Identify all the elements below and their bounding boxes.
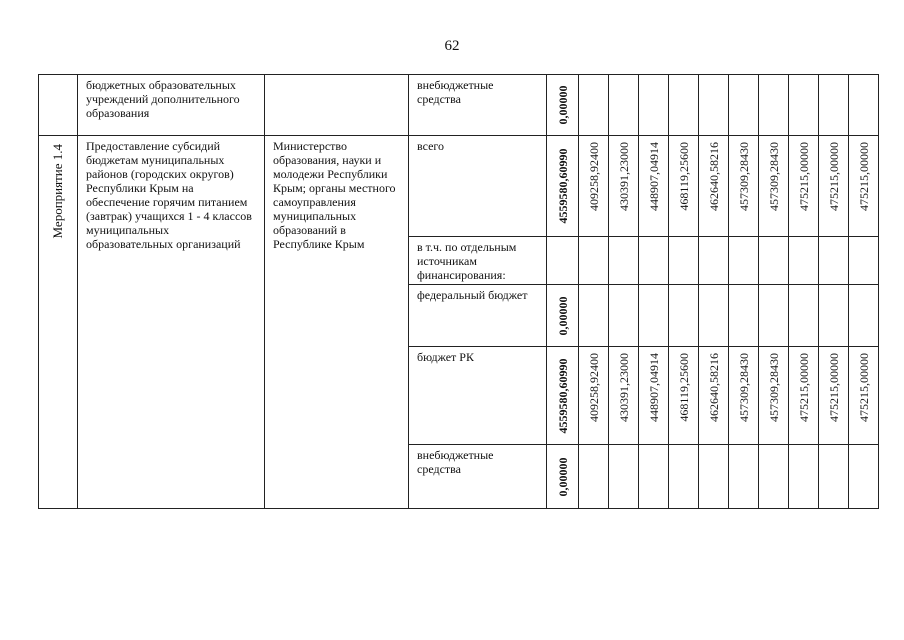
year-value-cell: [579, 237, 609, 285]
year-value-cell: 409258,92400: [579, 347, 609, 445]
year-value-cell: [729, 237, 759, 285]
year-value-cell: 457309,28430: [729, 347, 759, 445]
year-value-cell: [819, 237, 849, 285]
year-value-cell: 457309,28430: [759, 136, 789, 237]
source-cell: всего: [409, 136, 547, 237]
year-value-cell: [849, 237, 879, 285]
year-value-cell: [609, 237, 639, 285]
measure-description-cell: Предоставление субсидий бюджетам муниципальных районов (городских округов) Республики Крым на обеспечение горячим питанием (завтрак) учащихся 1 - 4 классов муниципальных образовательных организаций: [78, 136, 265, 509]
description-cell: бюджетных образовательных учреждений дополнительного образования: [78, 75, 265, 136]
table-row: [39, 136, 879, 237]
year-value-cell: 475215,00000: [789, 136, 819, 237]
year-value-cell: [639, 285, 669, 347]
year-value-cell: 448907,04914: [639, 136, 669, 237]
year-value-cell: 468119,25600: [669, 136, 699, 237]
year-value-cell: 462640,58216: [699, 347, 729, 445]
year-value-cell: [759, 285, 789, 347]
total-cell: 0,00000: [547, 445, 579, 509]
page-number: 62: [444, 38, 460, 54]
year-value-cell: [579, 445, 609, 509]
source-cell: федеральный бюджет: [409, 285, 547, 347]
year-value-cell: 462640,58216: [699, 136, 729, 237]
source-cell: бюджет РК: [409, 347, 547, 445]
year-value-cell: 457309,28430: [759, 347, 789, 445]
year-value-cell: [639, 237, 669, 285]
year-value-cell: [849, 445, 879, 509]
year-value-cell: [819, 445, 849, 509]
year-value-cell: 475215,00000: [819, 347, 849, 445]
year-value-cell: [669, 237, 699, 285]
year-value-cell: 475215,00000: [849, 347, 879, 445]
year-value-cell: [699, 445, 729, 509]
source-cell: внебюджетные средства: [409, 445, 547, 509]
source-cell: внебюджетные средства: [409, 75, 547, 136]
year-value-cell: 409258,92400: [579, 136, 609, 237]
measure-label-cell: Мероприятие 1.4: [39, 136, 78, 509]
year-value-cell: 475215,00000: [849, 136, 879, 237]
year-value-cell: [579, 285, 609, 347]
year-value-cell: 468119,25600: [669, 347, 699, 445]
year-value-cell: 475215,00000: [789, 347, 819, 445]
total-cell: [547, 237, 579, 285]
year-value-cell: [699, 237, 729, 285]
year-value-cell: 430391,23000: [609, 136, 639, 237]
empty-cell: [39, 75, 78, 136]
year-value-cell: [729, 285, 759, 347]
year-value-cell: 448907,04914: [639, 347, 669, 445]
year-value-cell: [669, 285, 699, 347]
executor-cell: [265, 75, 409, 136]
measure-executor-cell: Министерство образования, науки и молодежи Республики Крым; органы местного самоуправления муниципальных образований в Республике Крым: [265, 136, 409, 509]
year-value-cell: [789, 445, 819, 509]
year-value-cell: 430391,23000: [609, 347, 639, 445]
table-row: [39, 75, 879, 136]
year-value-cell: [759, 445, 789, 509]
year-value-cell: 475215,00000: [819, 136, 849, 237]
source-cell: в т.ч. по отдельным источникам финансирования:: [409, 237, 547, 285]
year-value-cell: [759, 237, 789, 285]
year-value-cell: [789, 285, 819, 347]
total-cell: 4559580,60990: [547, 136, 579, 237]
total-cell: 0,00000: [547, 75, 579, 136]
year-value-cell: [609, 445, 639, 509]
total-cell: 4559580,60990: [547, 347, 579, 445]
year-value-cell: [609, 285, 639, 347]
year-value-cell: [729, 445, 759, 509]
year-value-cell: [639, 445, 669, 509]
year-value-cell: [819, 285, 849, 347]
year-value-cell: [789, 237, 819, 285]
year-value-cell: [699, 285, 729, 347]
year-value-cell: [849, 285, 879, 347]
total-cell: 0,00000: [547, 285, 579, 347]
year-value-cell: [669, 445, 699, 509]
year-value-cell: 457309,28430: [729, 136, 759, 237]
budget-table: [38, 74, 879, 509]
